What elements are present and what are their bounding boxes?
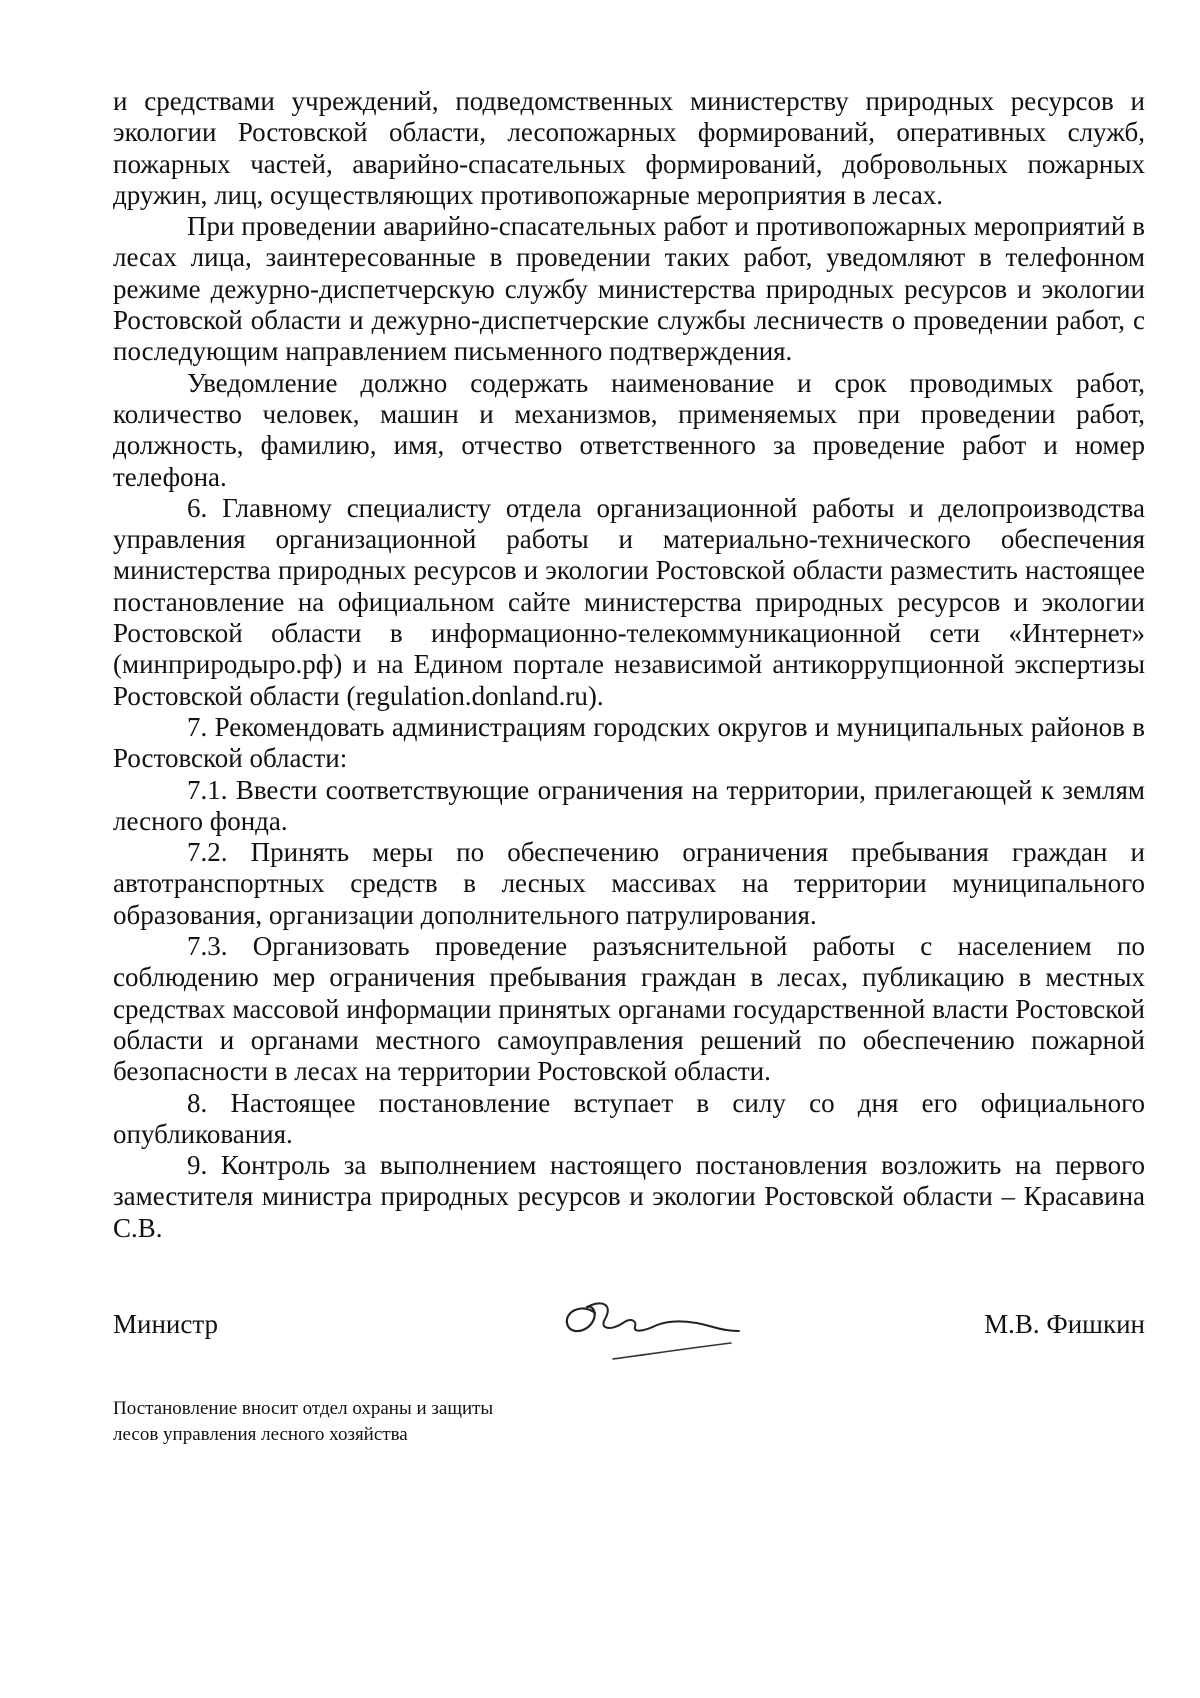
document-body xyxy=(113,86,1145,1244)
paragraph-item-9: 9. Контроль за выполнением настоящего постановления возложить на первого заместителя министра природных ресурсов и экологии Ростовской области – Красавина С.В. xyxy=(113,1150,1145,1243)
paragraph-emergency-works: При проведении аварийно-спасательных работ и противопожарных мероприятий в лесах лица, заинтересованные в проведении таких работ, уведомляют в телефонном режиме дежурно-диспетчерскую службу министерства природных ресурсов и экологии Ростовской области и дежурно-диспетчерские службы лесничеств о проведении работ, с последующим направлением письменного подтверждения. xyxy=(113,211,1145,367)
paragraph-item-6: 6. Главному специалисту отдела организационной работы и делопроизводства управления организационной работы и материально-технического обеспечения министерства природных ресурсов и экологии Ростовской области разместить настоящее постановление на официальном сайте министерства природных ресурсов и экологии Ростовской области в информационно-телекоммуникационной сети «Интернет» (минприродыро.рф) и на Едином портале независимой антикоррупционной экспертизы Ростовской области (regulation.donland.ru). xyxy=(113,492,1145,711)
paragraph-continuation: и средствами учреждений, подведомственных министерству природных ресурсов и экологии Ростовской области, лесопожарных формирований, оперативных служб, пожарных частей, аварийно-спасательных формирований, добровольных пожарных дружин, лиц, осуществляющих противопожарные мероприятия в лесах. xyxy=(113,86,1145,210)
paragraph-item-7-1: 7.1. Ввести соответствующие ограничения на территории, прилегающей к землям лесного фонда. xyxy=(113,774,1145,836)
paragraph-notification-content: Уведомление должно содержать наименование и срок проводимых работ, количество человек, машин и механизмов, применяемых при проведении работ, должность, фамилию, имя, отчество ответственного за проведение работ и номер телефона. xyxy=(113,367,1145,492)
paragraph-item-8: 8. Настоящее постановление вступает в силу со дня его официального опубликования. xyxy=(113,1087,1145,1149)
footer-note xyxy=(113,1396,673,1448)
footer-note-line-2: лесов управления лесного хозяйства xyxy=(113,1424,408,1445)
signatory-title: Министр xyxy=(113,1309,218,1339)
paragraph-item-7: 7. Рекомендовать администрациям городских округов и муниципальных районов в Ростовской области: xyxy=(113,711,1145,774)
paragraph-item-7-3: 7.3. Организовать проведение разъяснительной работы с населением по соблюдению мер ограничения пребывания граждан в лесах, публикацию в местных средствах массовой информации принятых органами государственной власти Ростовской области и органами местного самоуправления решений по обеспечению пожарной безопасности в лесах на территории Ростовской области. xyxy=(113,931,1145,1087)
handwritten-signature xyxy=(553,1275,753,1370)
paragraph-item-7-2: 7.2. Принять меры по обеспечению ограничения пребывания граждан и автотранспортных средств в лесных массивах на территории муниципального образования, организации дополнительного патрулирования. xyxy=(113,837,1145,930)
signature-block xyxy=(113,1295,1145,1385)
footer-note-line-1: Постановление вносит отдел охраны и защиты xyxy=(113,1398,494,1419)
signatory-name: М.В. Фишкин xyxy=(984,1309,1145,1339)
